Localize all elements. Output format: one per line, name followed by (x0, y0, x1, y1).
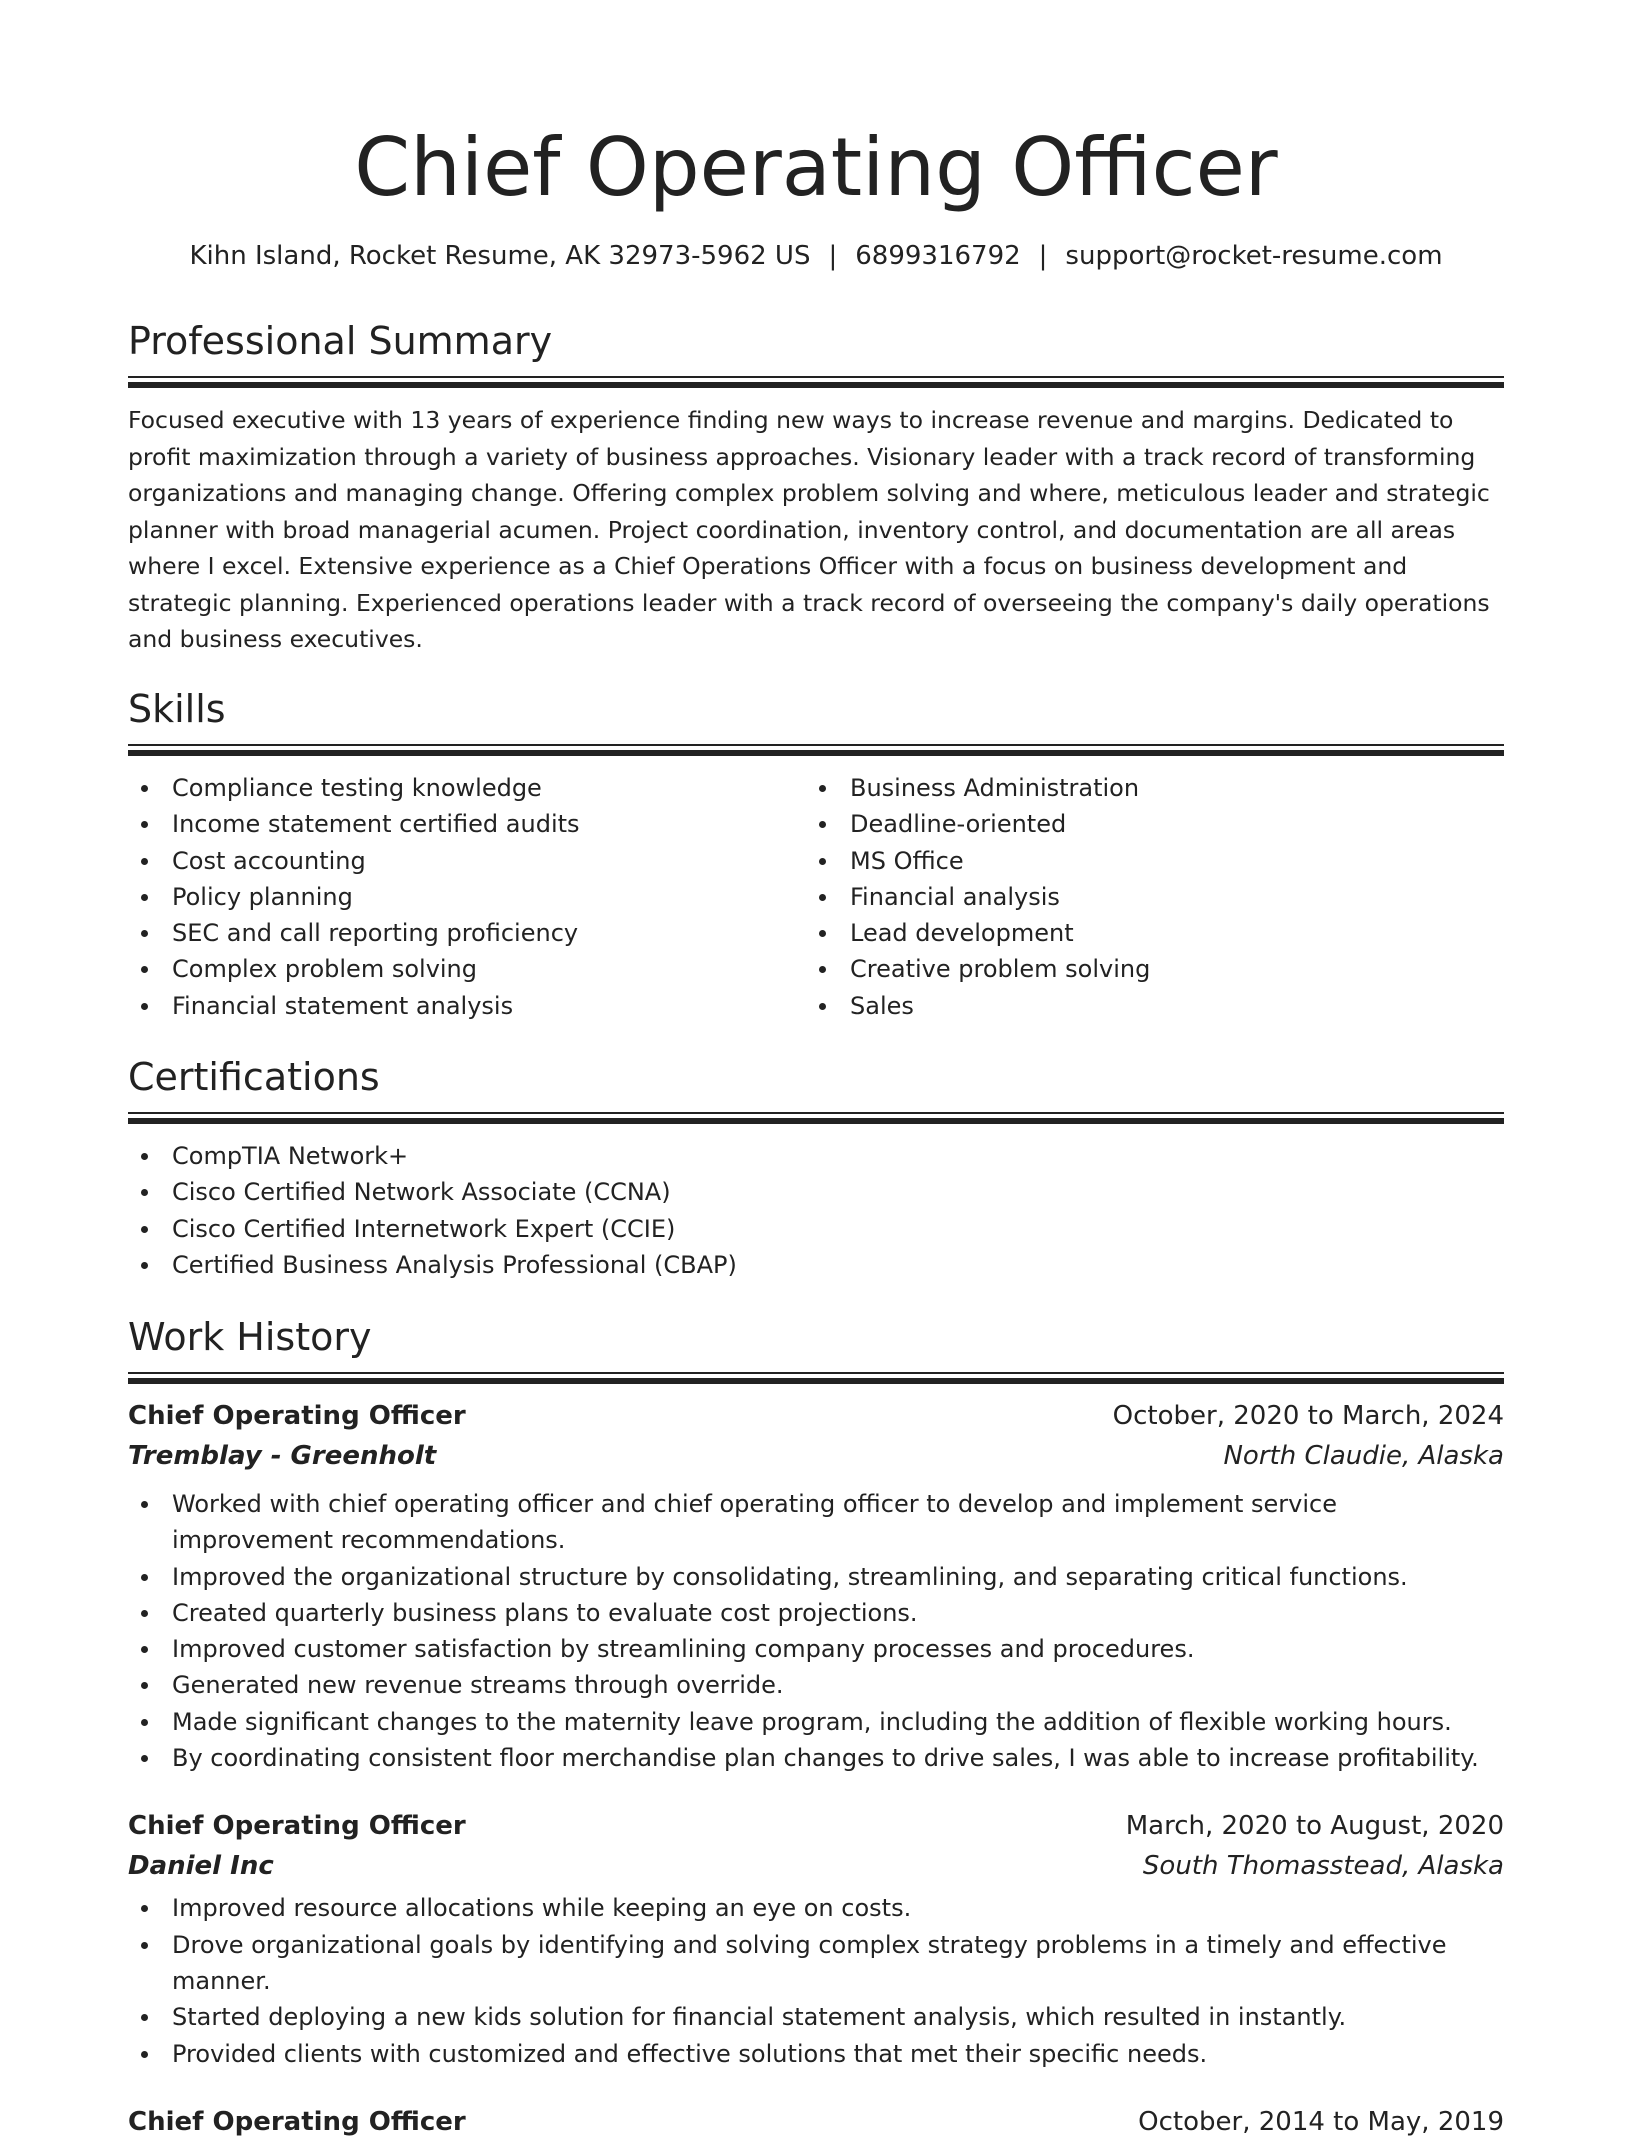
job-entry (128, 1396, 1504, 1776)
job-header-row (128, 1396, 1504, 1436)
job-bullet: Improved customer satisfaction by streamlining company processes and procedures. (128, 1631, 1504, 1667)
contact-separator: | (828, 241, 838, 271)
certification-item: Cisco Certified Network Associate (CCNA) (128, 1174, 1504, 1210)
job-location: North Claudie, Alaska (1223, 1441, 1504, 1471)
job-bullet: Generated new revenue streams through override. (128, 1667, 1504, 1703)
contact-email: support@rocket-resume.com (1065, 241, 1443, 271)
skills-columns (128, 770, 1504, 1024)
section-divider (128, 376, 1504, 388)
job-company-row (128, 1436, 1504, 1476)
job-header-row (128, 2102, 1504, 2142)
job-header-row (128, 1806, 1504, 1846)
job-company-row (128, 1846, 1504, 1886)
skills-right-column (806, 770, 1484, 1024)
job-dates: October, 2014 to May, 2019 (1138, 2106, 1504, 2137)
work-history-section (128, 1314, 1504, 2142)
skill-item: Cost accounting (128, 843, 806, 879)
skill-item: Financial analysis (806, 879, 1484, 915)
skill-item: Business Administration (806, 770, 1484, 806)
job-location: South Thomasstead, Alaska (1142, 1851, 1504, 1882)
job-bullet: Drove organizational goals by identifying and solving complex strategy problems in a timely and effective manner. (128, 1927, 1504, 2000)
job-title: Chief Operating Officer (128, 1811, 466, 1842)
skill-item: MS Office (806, 843, 1484, 879)
job-entry (128, 1806, 1504, 2071)
certification-item: Cisco Certified Internetwork Expert (CCIE) (128, 1211, 1504, 1247)
job-bullet: Improved the organizational structure by consolidating, streamlining, and separating critical functions. (128, 1559, 1504, 1595)
summary-text: Focused executive with 13 years of experience finding new ways to increase revenue and margins. Dedicated to profit maximization through a variety of business approaches. Visionary leader with a track record of transforming organizations and managing change. Offering complex problem solving and where, meticulous leader and strategic planner with broad managerial acumen. Project coordination, inventory control, and documentation are all areas where I excel. Extensive experience as a Chief Operations Officer with a focus on business development and strategic planning. Experienced operations leader with a track record of overseeing the company's daily operations and business executives. (128, 406, 1490, 653)
job-title: Chief Operating Officer (128, 1401, 466, 1431)
job-bullet-list (128, 1486, 1504, 1776)
skill-item: Sales (806, 988, 1484, 1024)
certifications-section (128, 1054, 1504, 1283)
certifications-heading: Certifications (128, 1055, 380, 1099)
job-bullet: Worked with chief operating officer and chief operating officer to develop and implement service improvement recommendations. (128, 1486, 1504, 1559)
skills-left-column (128, 770, 806, 1024)
job-company: Daniel Inc (128, 1851, 274, 1882)
contact-line (128, 238, 1504, 274)
job-bullet: Created quarterly business plans to evaluate cost projections. (128, 1595, 1504, 1631)
job-bullet: Improved resource allocations while keeping an eye on costs. (128, 1890, 1504, 1926)
job-company: Tremblay - Greenholt (128, 1441, 437, 1471)
job-bullet-list (128, 1890, 1504, 2071)
skills-right-list (806, 770, 1484, 1024)
certifications-list (128, 1138, 1504, 1283)
skill-item: Income statement certified audits (128, 806, 806, 842)
summary-section (128, 318, 1504, 658)
skills-section (128, 686, 1504, 1024)
job-bullet: Provided clients with customized and effective solutions that met their specific needs. (128, 2036, 1504, 2072)
certification-item: CompTIA Network+ (128, 1138, 1504, 1174)
job-bullet: By coordinating consistent floor merchandise plan changes to drive sales, I was able to increase profitability. (128, 1740, 1504, 1776)
skills-heading: Skills (128, 687, 226, 731)
certification-item: Certified Business Analysis Professional (CBAP) (128, 1247, 1504, 1283)
job-title: Chief Operating Officer (128, 2106, 466, 2137)
job-dates: October, 2020 to March, 2024 (1112, 1401, 1504, 1431)
contact-phone: 6899316792 (855, 241, 1021, 271)
skill-item: SEC and call reporting proficiency (128, 915, 806, 951)
job-bullet: Made significant changes to the maternity leave program, including the addition of flexible working hours. (128, 1704, 1504, 1740)
section-divider (128, 1372, 1504, 1384)
summary-heading: Professional Summary (128, 319, 553, 363)
skill-item: Creative problem solving (806, 951, 1484, 987)
resume-title: Chief Operating Officer (354, 121, 1278, 214)
skills-left-list (128, 770, 806, 1024)
skill-item: Lead development (806, 915, 1484, 951)
contact-separator: | (1038, 241, 1048, 271)
skill-item: Policy planning (128, 879, 806, 915)
job-entry (128, 2102, 1504, 2142)
section-divider (128, 1112, 1504, 1124)
job-dates: March, 2020 to August, 2020 (1125, 1811, 1504, 1842)
contact-address: Kihn Island, Rocket Resume, AK 32973-5962 US (189, 241, 811, 271)
section-divider (128, 744, 1504, 756)
work-history-heading: Work History (128, 1315, 372, 1359)
skill-item: Financial statement analysis (128, 988, 806, 1024)
skill-item: Complex problem solving (128, 951, 806, 987)
skill-item: Deadline-oriented (806, 806, 1484, 842)
job-bullet: Started deploying a new kids solution for financial statement analysis, which resulted in instantly. (128, 1999, 1504, 2035)
skill-item: Compliance testing knowledge (128, 770, 806, 806)
